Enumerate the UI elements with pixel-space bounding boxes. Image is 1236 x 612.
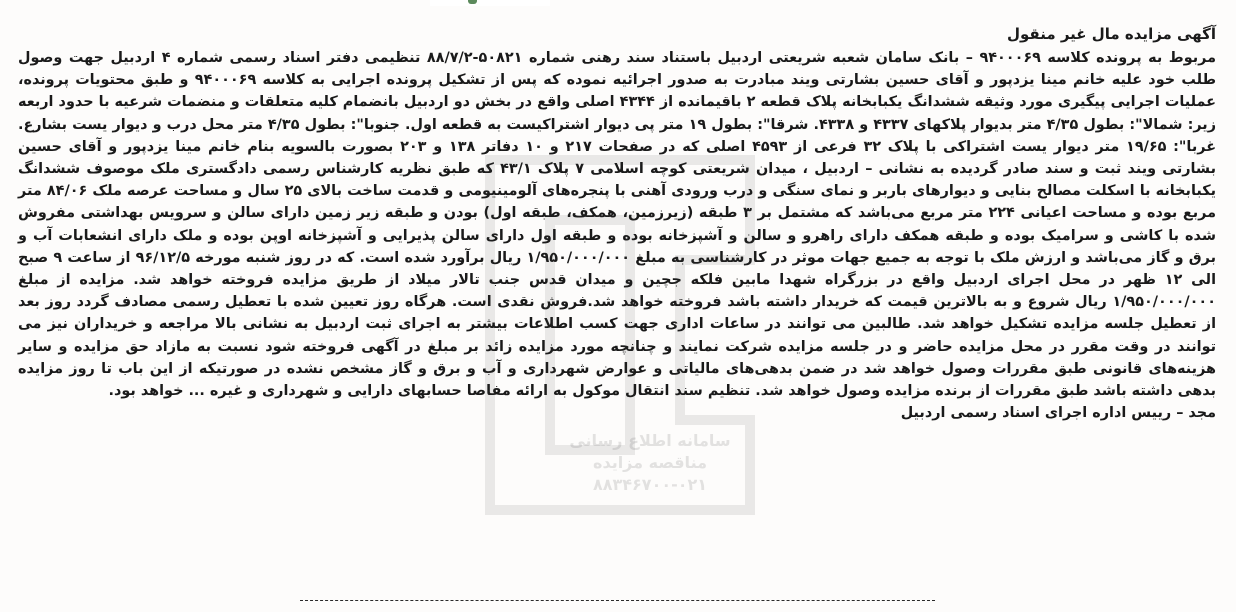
auction-notice xyxy=(18,22,1216,424)
watermark-text: سامانه اطلاع رسانی مناقصه مزایده ۰۲۱-۸۸۳۴۶۷۰۰ xyxy=(569,431,731,494)
bottom-divider xyxy=(300,600,935,601)
notice-signature: مجد – رییس اداره اجرای اسناد رسمی اردبیل xyxy=(900,405,1216,422)
notice-title: آگهی مزایده مال غیر منقول xyxy=(1006,25,1216,43)
notice-body: مربوط به پرونده کلاسه ۹۴۰۰۰۶۹ – بانک سامان شعبه شریعتی اردبیل باستناد سند رهنی شماره ۵۰۸۲۱-۸۸/۷/۲ تنظیمی دفتر اسناد رسمی شماره ۴ اردبیل جهت وصول طلب خود علیه خانم مینا یزدپور و آقای حسین بشارتی ویند مبادرت به صدور اجرائیه نموده که پس از تشکیل پرونده اجرایی به کلاسه ۹۴۰۰۰۶۹ و طبق محتویات پرونده، عملیات اجرایی پیگیری مورد وثیقه ششدانگ یکبابخانه پلاک قطعه ۲ باقیمانده از ۴۳۴۴ اصلی واقع در بخش دو اردبیل بانضمام کلیه متعلقات و منضمات شرعیه با حدود اربعه زیر: شمالا": بطول ۴/۳۵ متر بدیوار پلاکهای ۴۳۳۷ و ۴۳۳۸. شرقا": بطول ۱۹ متر پی دیوار اشتراکیست به قطعه اول. جنوبا": بطول ۴/۳۵ متر محل درب و دیوار یست بشارع. غربا": ۱۹/۶۵ متر دیوار یست اشتراکی با پلاک ۳۲ فرعی از ۴۵۹۳ اصلی که در صفحات ۲۱۷ و ۱۰ دفاتر ۱۳۸ و ۲۰۳ بصورت بالسویه بنام خانم مینا یزدپور و آقای حسین بشارتی ویند ثبت و سند صادر گردیده به نشانی – اردبیل ، میدان شریعتی کوچه اسلامی ۷ پلاک ۴۳/۱ که طبق نظریه کارشناس رسمی دادگستری ملک موصوف ششدانگ یکبابخانه با اسکلت مصالح بنایی و دیوارهای باربر و نمای سنگی و درب ورودی آهنی با پنجره‌های آلومینیومی و قدمت ساخت بالای ۲۵ سال و مساحت عرصه ملک ۸۴/۰۶ متر مربع بوده و مساحت اعیانی ۲۲۴ متر مربع می‌باشد که مشتمل بر ۳ طبقه (زیرزمین، همکف، طبقه اول) بودن و طبقه زیر زمین دارای سالن و سرویس بهداشتی مفروش شده با کاشی و سرامیک بوده و طبقه همکف دارای راهرو و سالن و آشپزخانه بوده و طبقه اول دارای سالن پذیرایی و آشپزخانه اوپن بوده و ملک دارای انشعابات آب و برق و گاز می‌باشد و ارزش ملک با توجه به جمیع جهات موثر در کارشناسی به مبلغ ۱/۹۵۰/۰۰۰/۰۰۰ ریال برآورد شده است. که در روز شنبه مورخه ۹۶/۱۲/۵ از ساعت ۹ صبح الی ۱۲ ظهر در محل اجرای اردبیل واقع در بزرگراه شهدا مابین فلکه جچین و میدان قدس جنب تالار میلاد از طریق مزایده فروخته خواهد شد. مزایده از مبلغ ۱/۹۵۰/۰۰۰/۰۰۰ ریال شروع و به بالاترین قیمت که خریدار داشته باشد فروخته خواهد شد.فروش نقدی است. هرگاه روز تعیین شده با تعطیل رسمی مصادف گردد روز بعد از تعطیل جلسه مزایده تشکیل خواهد شد. طالبین می توانند در ساعات اداری جهت کسب اطلاعات بیشتر به اجرای ثبت اردبیل به نشانی بالا مراجعه و خریداران نیز می توانند در وقت مقرر در محل مزایده حاضر و در جلسه مزایده شرکت نمایند و چنانچه مورد مزایده زائد بر مبلغ در آگهی فروخته شود نسبت به مازاد حق مزایده و سایر هزینه‌های قانونی طبق مقررات وصول خواهد شد در ضمن بدهی‌های مالیاتی و عوارض شهرداری و آب و برق و گاز مشخص نشده در صورتیکه از این باب تا روز مزایده بدهی داشته باشد طبق مقررات از برنده مزایده وصول خواهد شد. تنظیم سند انتقال موکول به ارائه مفاصا حسابهای دارایی و شهرداری و غیره ... خواهد بود. xyxy=(18,50,1217,400)
top-edge-strip xyxy=(430,0,550,6)
top-edge-mark xyxy=(468,0,477,4)
